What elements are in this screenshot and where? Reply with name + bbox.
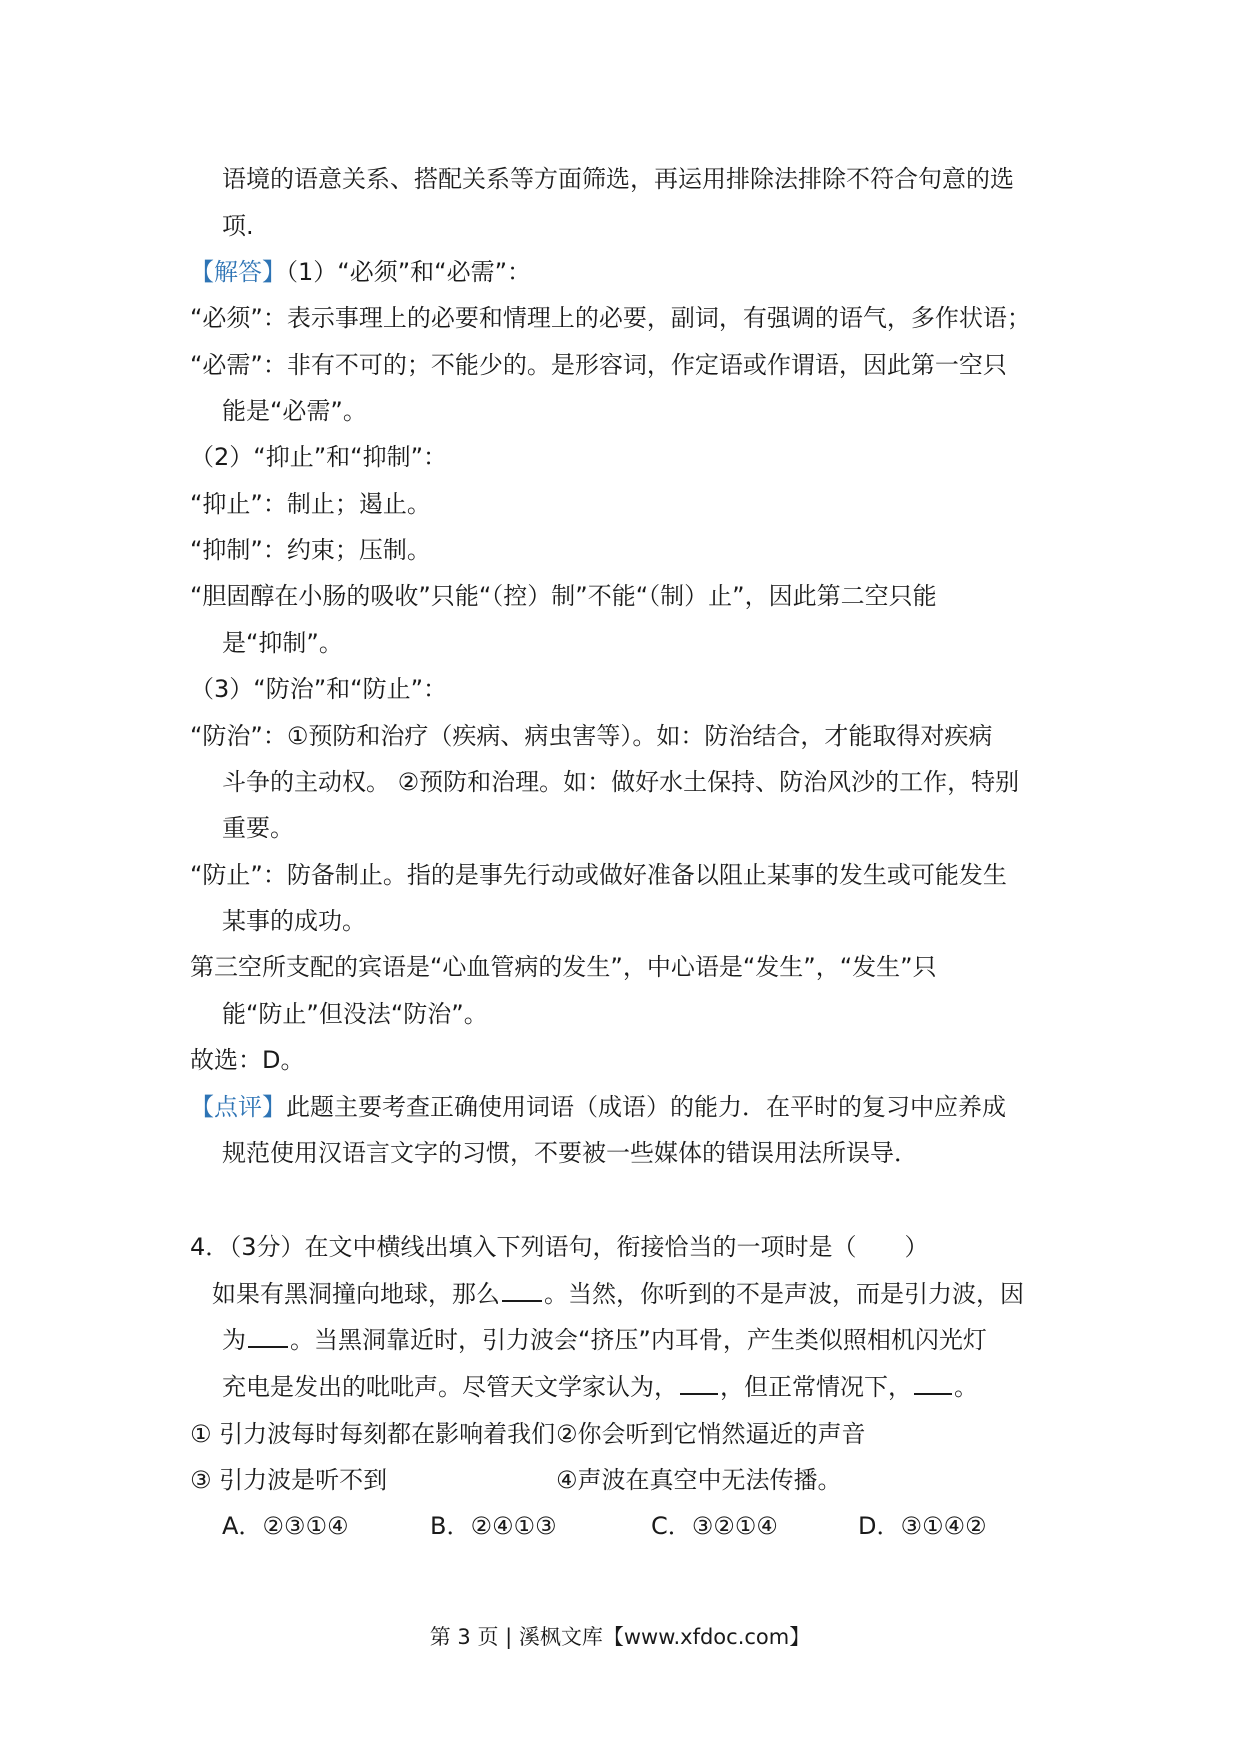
answer-line: 是“抑制”。 — [222, 629, 343, 657]
answer-line: 能是“必需”。 — [222, 397, 367, 425]
answer-line: “必须”：表示事理上的必要和情理上的必要，副词，有强调的语气，多作状语； — [190, 304, 1031, 332]
answer-line: “必需”：非有不可的；不能少的。是形容词，作定语或作谓语，因此第一空只 — [190, 351, 1007, 379]
answer-blank — [680, 1371, 718, 1395]
choice-d[interactable]: D．③①④② — [858, 1512, 987, 1540]
answer-line: “抑止”：制止；遏止。 — [190, 490, 431, 518]
page-footer: 第 3 页 | 溪枫文库【www.xfdoc.com】 — [429, 1625, 811, 1649]
choice-b[interactable]: B．②④①③ — [430, 1512, 557, 1540]
answer-line: （3）“防治”和“防止”： — [190, 675, 448, 703]
passage-text: 。当然，你听到的不是声波，而是引力波，因 — [544, 1280, 1024, 1308]
answer-header — [190, 256, 531, 288]
passage-text: 充电是发出的吡吡声。尽管天文学家认为， — [222, 1373, 678, 1401]
answer-line: “抑制”：约束；压制。 — [190, 536, 431, 564]
analysis-line: 项. — [222, 212, 254, 240]
sentence-option: ④声波在真空中无法传播。 — [556, 1466, 842, 1494]
comment-line: 规范使用汉语言文字的习惯，不要被一些媒体的错误用法所误导． — [222, 1139, 918, 1167]
answer-line: “胆固醇在小肠的吸收”只能“（控）制”不能“（制）止”，因此第二空只能 — [190, 582, 937, 610]
answer-line: 能“防止”但没法“防治”。 — [222, 1000, 488, 1028]
question-stem: 4．（3分）在文中横线出填入下列语句，衔接恰当的一项时是（ ） — [190, 1233, 929, 1261]
answer-choice: 故选：D。 — [190, 1046, 305, 1074]
answer-blank — [502, 1278, 542, 1302]
answer-line: 重要。 — [222, 814, 294, 842]
answer-line: （2）“抑止”和“抑制”： — [190, 443, 448, 471]
passage-text: 。当黑洞靠近时，引力波会“挤压”内耳骨，产生类似照相机闪光灯 — [290, 1326, 987, 1354]
choice-a[interactable]: A．②③①④ — [222, 1512, 349, 1540]
answer-line: 斗争的主动权。 ②预防和治理。如：做好水土保持、防治风沙的工作，特别 — [222, 768, 1020, 796]
analysis-line: 语境的语意关系、搭配关系等方面筛选，再运用排除法排除不符合句意的选 — [222, 165, 1014, 193]
answer-blank — [248, 1324, 288, 1348]
passage-text: 为 — [222, 1326, 246, 1354]
answer-line: 某事的成功。 — [222, 907, 366, 935]
passage-line — [212, 1278, 1024, 1310]
comment-tag: 【点评】 — [190, 1093, 286, 1121]
sentence-option: ③ 引力波是听不到 — [190, 1466, 388, 1494]
passage-text: 如果有黑洞撞向地球，那么 — [212, 1280, 500, 1308]
answer-line: “防治”：①预防和治疗（疾病、病虫害等）。如：防治结合，才能取得对疾病 — [190, 722, 993, 750]
answer-tag: 【解答】 — [190, 258, 286, 286]
choice-c[interactable]: C．③②①④ — [651, 1512, 778, 1540]
answer-line: 第三空所支配的宾语是“心血管病的发生”，中心语是“发生”，“发生”只 — [190, 953, 937, 981]
passage-line — [222, 1324, 987, 1356]
passage-text: 。 — [954, 1373, 978, 1401]
comment-header — [190, 1091, 1006, 1123]
passage-line — [222, 1371, 978, 1403]
passage-text: ，但正常情况下， — [720, 1373, 912, 1401]
answer-line: “防止”：防备制止。指的是事先行动或做好准备以阻止某事的发生或可能发生 — [190, 861, 1007, 889]
comment-line: 此题主要考查正确使用词语（成语）的能力．在平时的复习中应养成 — [286, 1093, 1006, 1121]
answer-blank — [914, 1371, 952, 1395]
sentence-option: ②你会听到它悄然逼近的声音 — [556, 1420, 866, 1448]
answer-line: （1）“必须”和“必需”： — [286, 258, 532, 286]
sentence-option: ① 引力波每时每刻都在影响着我们 — [190, 1420, 556, 1448]
